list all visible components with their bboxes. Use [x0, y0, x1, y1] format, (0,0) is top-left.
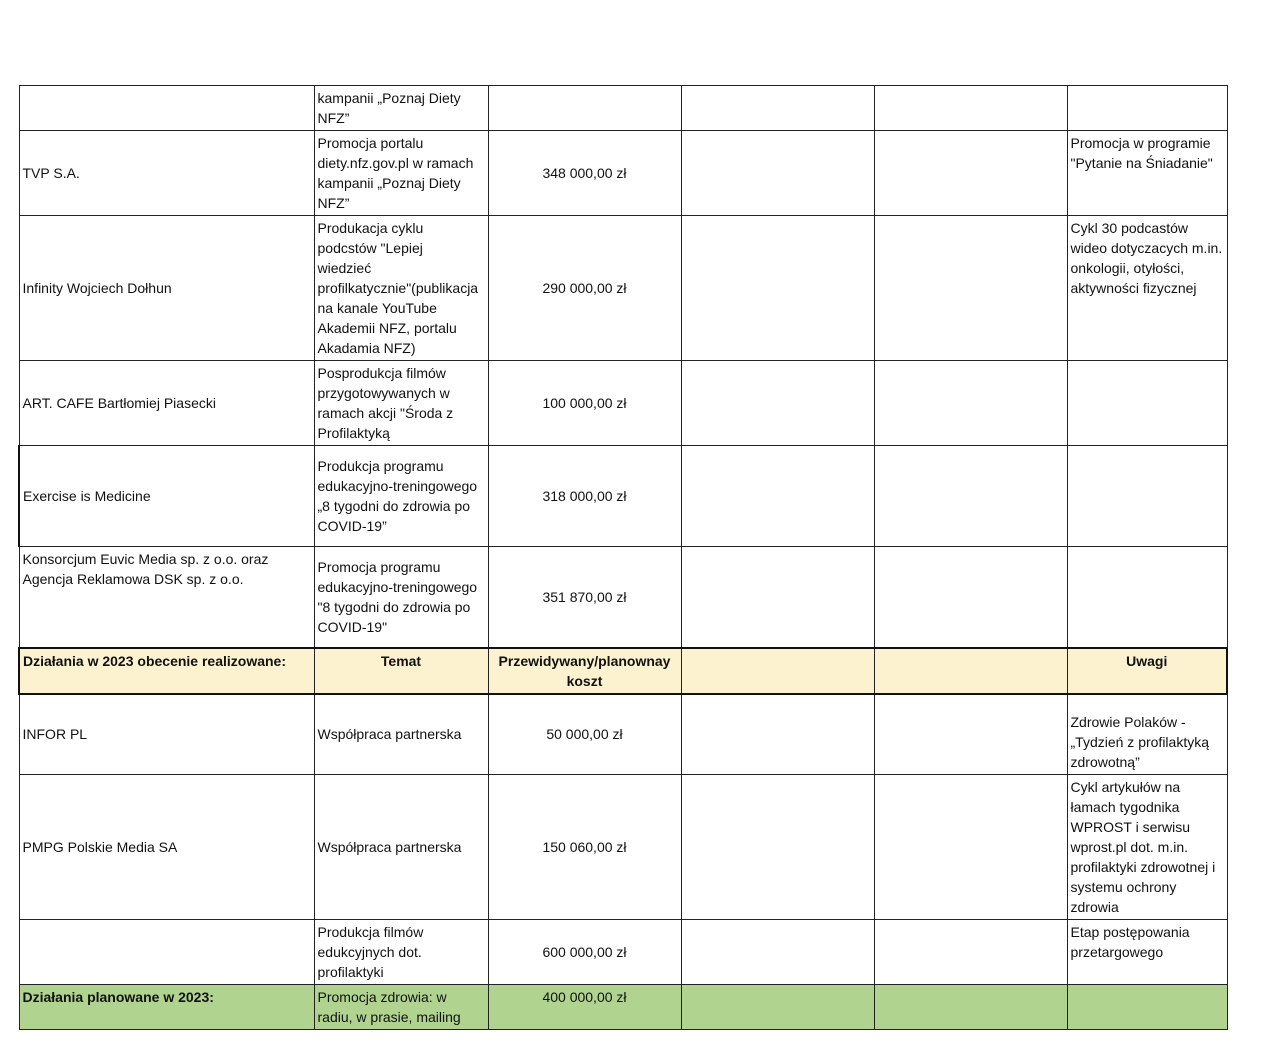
partner-cell: TVP S.A.	[19, 131, 314, 216]
empty-cell	[681, 131, 874, 216]
empty-cell	[874, 775, 1067, 920]
partner-cell: PMPG Polskie Media SA	[19, 775, 314, 920]
empty-cell	[681, 547, 874, 648]
notes-cell	[1067, 446, 1227, 547]
table-row	[19, 131, 1227, 216]
cost-cell: 150 060,00 zł	[488, 775, 681, 920]
table-row	[19, 361, 1227, 446]
empty-cell	[874, 216, 1067, 361]
section-header-row	[19, 648, 1227, 694]
empty-cell	[874, 547, 1067, 648]
empty-cell	[681, 985, 874, 1030]
empty-cell	[681, 775, 874, 920]
topic-cell: kampanii „Poznaj Diety NFZ”	[314, 86, 488, 131]
spreadsheet-table	[18, 85, 1226, 1030]
section-title: Działania planowane w 2023:	[19, 985, 314, 1030]
topic-cell: Produkcja filmów edukcyjnych dot. profilaktyki	[314, 920, 488, 985]
cost-cell: 348 000,00 zł	[488, 131, 681, 216]
empty-cell	[874, 131, 1067, 216]
partner-cell: Infinity Wojciech Dołhun	[19, 216, 314, 361]
cost-cell: 400 000,00 zł	[488, 985, 681, 1030]
empty-cell	[874, 648, 1067, 694]
notes-header: Uwagi	[1067, 648, 1227, 694]
empty-cell	[874, 694, 1067, 775]
table-row	[19, 216, 1227, 361]
notes-cell	[1067, 361, 1227, 446]
partner-cell	[19, 86, 314, 131]
table-row	[19, 446, 1227, 547]
empty-cell	[874, 920, 1067, 985]
topic-cell: Promocja zdrowia: w radiu, w prasie, mailing	[314, 985, 488, 1030]
notes-cell: Cykl artykułów na łamach tygodnika WPROST i serwisu wprost.pl dot. m.in. profilaktyki zdrowotnej i systemu ochrony zdrowia	[1067, 775, 1227, 920]
empty-cell	[681, 694, 874, 775]
topic-header: Temat	[314, 648, 488, 694]
empty-cell	[681, 648, 874, 694]
table-row	[19, 86, 1227, 131]
topic-cell: Współpraca partnerska	[314, 775, 488, 920]
cost-cell: 351 870,00 zł	[488, 547, 681, 648]
partner-cell: Exercise is Medicine	[19, 446, 314, 547]
notes-cell: Cykl 30 podcastów wideo dotyczacych m.in. onkologii, otyłości, aktywności fizycznej	[1067, 216, 1227, 361]
cost-cell	[488, 86, 681, 131]
table-row	[19, 547, 1227, 648]
empty-cell	[681, 920, 874, 985]
topic-cell: Produkacja cyklu podcstów "Lepiej wiedzieć profilkatycznie"(publikacja na kanale YouTube Akademii NFZ, portalu Akadamia NFZ)	[314, 216, 488, 361]
topic-cell: Współpraca partnerska	[314, 694, 488, 775]
topic-cell: Promocja programu edukacyjno-treningowego "8 tygodni do zdrowia po COVID-19"	[314, 547, 488, 648]
notes-cell: Zdrowie Polaków - „Tydzień z profilaktyką zdrowotną”	[1067, 694, 1227, 775]
partner-cell: Konsorcjum Euvic Media sp. z o.o. oraz Agencja Reklamowa DSK sp. z o.o.	[19, 547, 314, 648]
empty-cell	[681, 361, 874, 446]
notes-cell	[1067, 86, 1227, 131]
cost-header: Przewidywany/planownay koszt	[488, 648, 681, 694]
section-planned-row	[19, 985, 1227, 1030]
cost-cell: 100 000,00 zł	[488, 361, 681, 446]
table-row	[19, 920, 1227, 985]
empty-cell	[874, 86, 1067, 131]
topic-cell: Promocja portalu diety.nfz.gov.pl w ramach kampanii „Poznaj Diety NFZ”	[314, 131, 488, 216]
cost-cell: 50 000,00 zł	[488, 694, 681, 775]
notes-cell	[1067, 547, 1227, 648]
empty-cell	[1067, 985, 1227, 1030]
empty-cell	[874, 985, 1067, 1030]
section-title: Działania w 2023 obecenie realizowane:	[19, 648, 314, 694]
table-row	[19, 694, 1227, 775]
empty-cell	[681, 446, 874, 547]
topic-cell: Produkcja programu edukacyjno-treningowego „8 tygodni do zdrowia po COVID-19”	[314, 446, 488, 547]
topic-cell: Posprodukcja filmów przygotowywanych w ramach akcji "Środa z Profilaktyką	[314, 361, 488, 446]
empty-cell	[874, 446, 1067, 547]
empty-cell	[874, 361, 1067, 446]
empty-cell	[681, 86, 874, 131]
cost-cell: 318 000,00 zł	[488, 446, 681, 547]
partner-cell	[19, 920, 314, 985]
notes-cell: Etap postępowania przetargowego	[1067, 920, 1227, 985]
partner-cell: ART. CAFE Bartłomiej Piasecki	[19, 361, 314, 446]
notes-cell: Promocja w programie "Pytanie na Śniadanie"	[1067, 131, 1227, 216]
table-row	[19, 775, 1227, 920]
empty-cell	[681, 216, 874, 361]
cost-cell: 600 000,00 zł	[488, 920, 681, 985]
partner-cell: INFOR PL	[19, 694, 314, 775]
cost-cell: 290 000,00 zł	[488, 216, 681, 361]
